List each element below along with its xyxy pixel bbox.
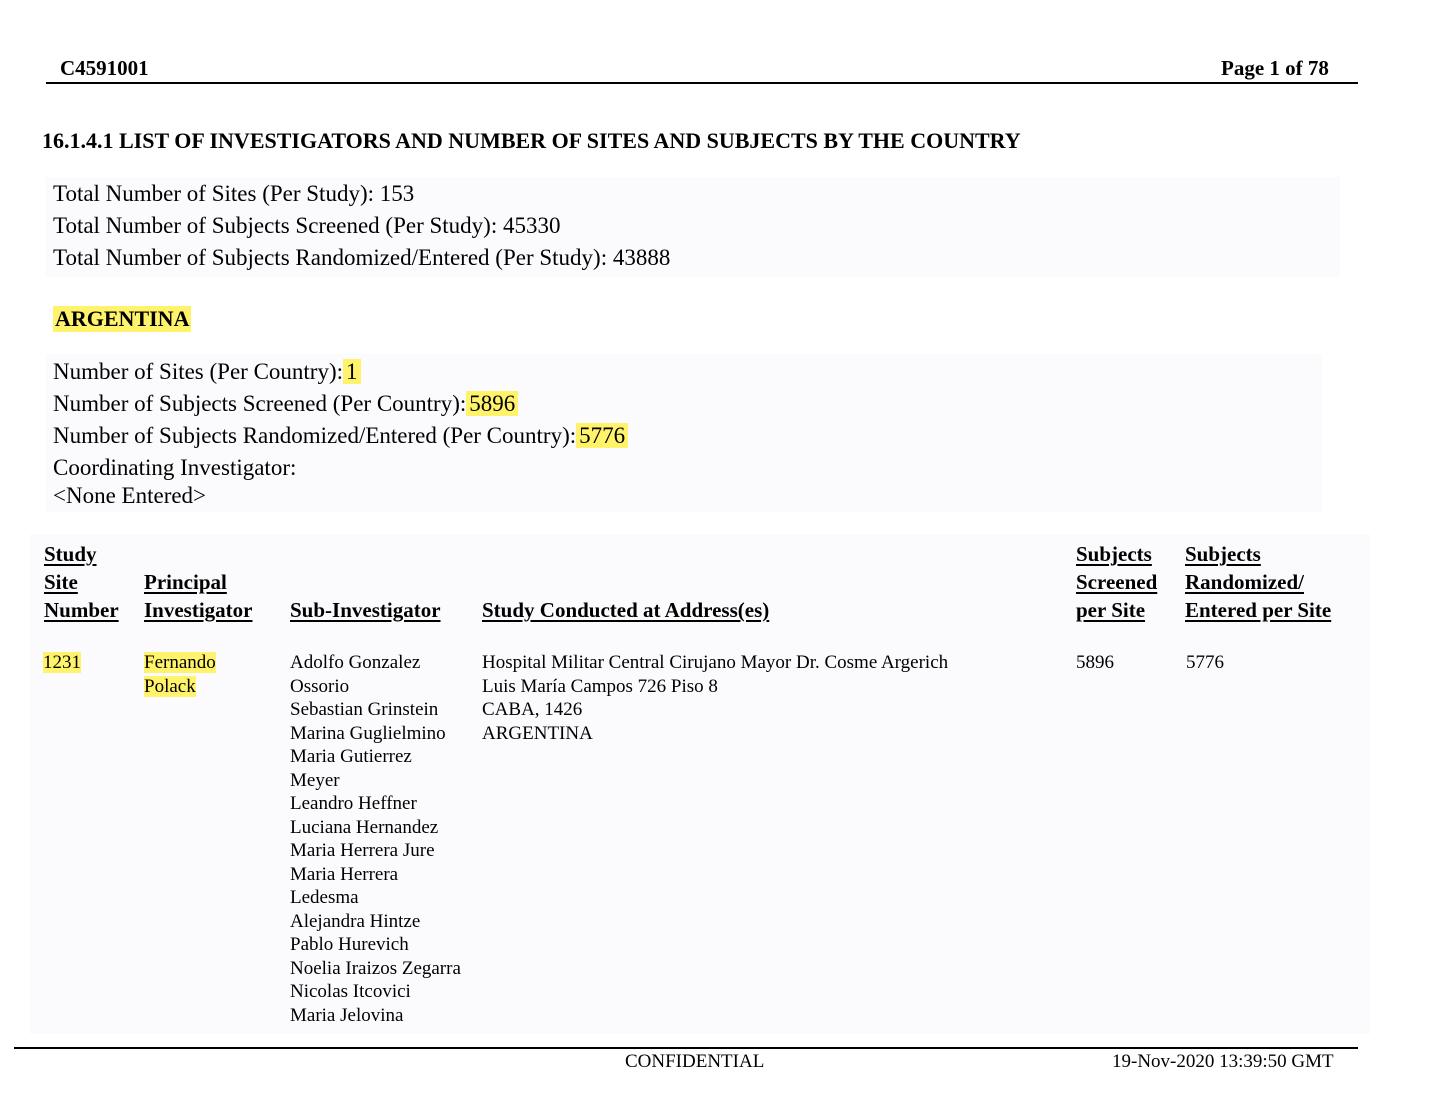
footer-divider <box>14 1047 1358 1049</box>
column-header-sub-investigator <box>290 596 441 624</box>
address-line: ARGENTINA <box>482 722 593 744</box>
document-id: C4591001 <box>60 56 149 80</box>
header-line: per Site <box>1076 598 1146 622</box>
header-line: Study Conducted at Address(es) <box>482 598 770 622</box>
total-screened: Total Number of Subjects Screened (Per Study): 45330 <box>53 213 561 238</box>
sub-investigator-line: Adolfo Gonzalez <box>290 652 421 673</box>
sub-investigator-line: Maria Herrera Jure <box>290 840 435 861</box>
footer-timestamp: 19-Nov-2020 13:39:50 GMT <box>1112 1051 1334 1072</box>
header-line: Entered per Site <box>1185 598 1332 622</box>
pi-name-line: Fernando <box>144 652 216 673</box>
header-line: Study <box>44 542 97 566</box>
header-line: Investigator <box>144 598 253 622</box>
coordinating-investigator-label: Coordinating Investigator: <box>53 455 297 480</box>
table-cell-sub-investigators <box>290 651 461 1027</box>
country-sites <box>53 359 361 385</box>
header-line: Screened <box>1076 570 1158 594</box>
sub-investigator-line: Alejandra Hintze <box>290 910 421 932</box>
sub-investigator-line: Ossorio <box>290 675 350 697</box>
sub-investigator-line: Maria Jelovina <box>290 1004 404 1026</box>
table-cell-screened: 5896 <box>1076 652 1114 673</box>
sub-investigator-line: Nicolas Itcovici <box>290 981 411 1002</box>
sub-investigator-line: Meyer <box>290 769 340 791</box>
table-cell-address <box>482 651 948 745</box>
header-line: Subjects <box>1076 542 1152 566</box>
site-number: 1231 <box>43 652 81 673</box>
country-randomized-value: 5776 <box>576 423 628 448</box>
header-line: Principal <box>144 570 227 594</box>
sub-investigator-line: Marina Guglielmino <box>290 722 446 744</box>
country-randomized <box>53 423 628 449</box>
country-screened-label: Number of Subjects Screened (Per Country): <box>53 391 467 416</box>
address-line: CABA, 1426 <box>482 699 583 720</box>
section-title: 16.1.4.1 LIST OF INVESTIGATORS AND NUMBER OF SITES AND SUBJECTS BY THE COUNTRY <box>42 128 1021 153</box>
column-header-randomized <box>1185 540 1331 624</box>
sub-investigator-line: Leandro Heffner <box>290 793 417 814</box>
sub-investigator-line: Maria Herrera <box>290 863 399 885</box>
table-cell-principal-investigator <box>144 651 216 698</box>
column-header-address <box>482 596 769 624</box>
sub-investigator-line: Sebastian Grinstein <box>290 699 439 720</box>
country-sites-label: Number of Sites (Per Country): <box>53 359 344 384</box>
country-screened-value: 5896 <box>466 391 518 416</box>
sub-investigator-line: Luciana Hernandez <box>290 816 439 838</box>
confidential-label: CONFIDENTIAL <box>625 1051 765 1072</box>
column-header-principal-investigator <box>144 568 253 624</box>
country-screened <box>53 391 518 417</box>
sub-investigator-line: Maria Gutierrez <box>290 746 412 767</box>
header-divider <box>46 82 1358 84</box>
sub-investigator-line: Noelia Iraizos Zegarra <box>290 957 461 979</box>
sub-investigator-line: Ledesma <box>290 887 359 908</box>
address-line: Hospital Militar Central Cirujano Mayor Dr. Cosme Argerich <box>482 652 949 673</box>
country-sites-value: 1 <box>343 359 361 384</box>
header-line: Randomized/ <box>1185 570 1305 594</box>
country-randomized-label: Number of Subjects Randomized/Entered (Per Country): <box>53 423 577 448</box>
pi-name-line: Polack <box>144 675 196 697</box>
total-randomized: Total Number of Subjects Randomized/Entered (Per Study): 43888 <box>53 245 671 270</box>
column-header-site <box>44 540 119 624</box>
page-number: Page 1 of 78 <box>1221 56 1329 80</box>
sub-investigator-line: Pablo Hurevich <box>290 934 409 955</box>
header-line: Number <box>44 598 119 622</box>
table-cell-site-number <box>43 651 81 675</box>
table-cell-randomized: 5776 <box>1186 652 1224 673</box>
country-name: ARGENTINA <box>55 306 190 331</box>
header-line: Site <box>44 570 78 594</box>
header-line: Subjects <box>1185 542 1261 566</box>
total-sites: Total Number of Sites (Per Study): 153 <box>53 181 415 206</box>
address-line: Luis María Campos 726 Piso 8 <box>482 675 718 697</box>
coordinating-investigator-value: <None Entered> <box>53 483 207 508</box>
column-header-screened <box>1076 540 1157 624</box>
header-line: Sub-Investigator <box>290 598 441 622</box>
